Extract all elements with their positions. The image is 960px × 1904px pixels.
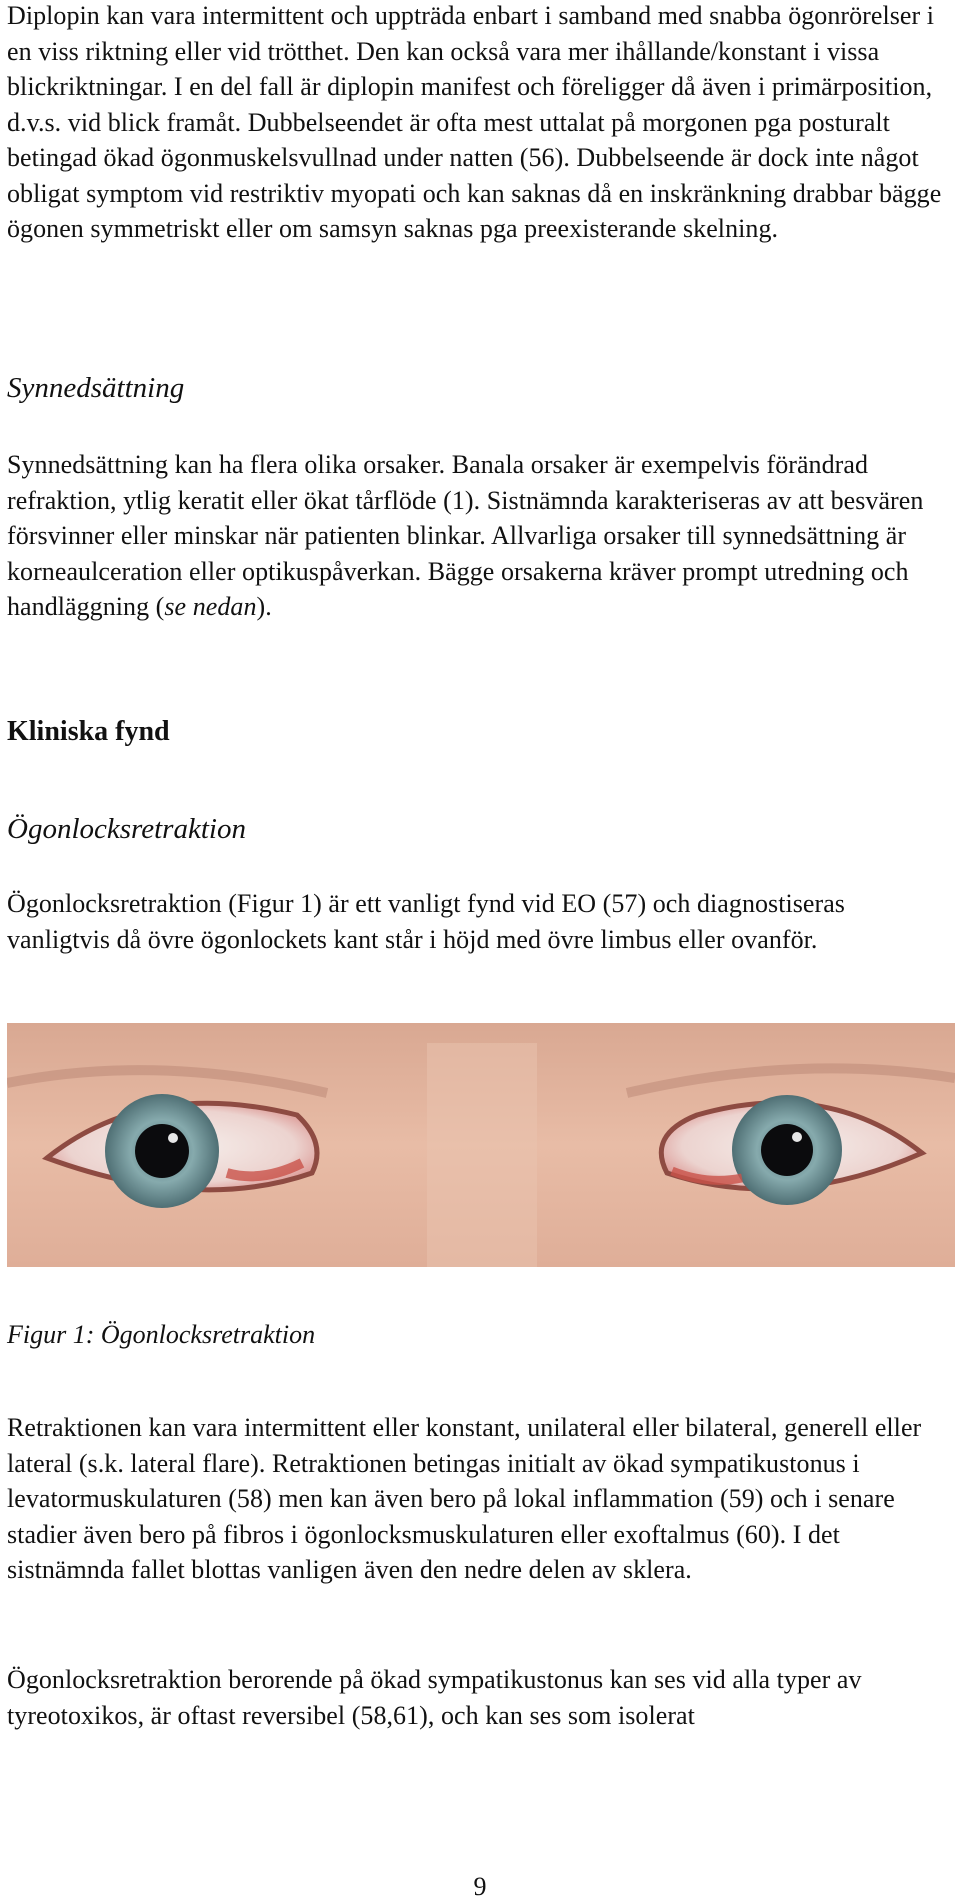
eyes-photo [7, 1023, 955, 1267]
paragraph-synnedsattning-text: Synnedsättning kan ha flera olika orsaker. Banala orsaker är exempelvis förändrad refraktion, ytlig keratit eller ökat tårflöde (1). Sistnämnda karakteriseras av att besvären försvinner eller minskar när patienten blinkar. Allvarliga orsaker till synnedsättning är korneaulceration eller optikuspåverkan. Bägge orsakerna kräver prompt utredning och handläggning ( [7, 450, 924, 621]
figure-caption: Figur 1: Ögonlocksretraktion [7, 1320, 316, 1349]
paragraph-retraktion: Retraktionen kan vara intermittent eller konstant, unilateral eller bilateral, generell eller lateral (s.k. lateral flare). Retraktionen betingas initialt av ökad sympatikustonus i levatormuskulaturen (58) men kan även bero på lokal inflammation (59) och i senare stadier även bero på fibros i ögonlocksmuskulaturen eller exoftalmus (60). I det sistnämnda fallet blottas vanligen även den nedre delen av sklera. [7, 1413, 922, 1584]
paragraph-diplopia: Diplopin kan vara intermittent och uppträda enbart i samband med snabba ögonrörelser i en viss riktning eller vid trötthet. Den kan också vara mer ihållande/konstant i vissa blickriktningar. I en del fall är diplopin manifest och föreligger då även i primärposition, d.v.s. vid blick framåt. Dubbelseendet är ofta mest uttalat på morgonen pga posturalt betingad ökad ögonmuskelsvullnad under natten (56). Dubbelseende är dock inte något obligat symptom vid restriktiv myopati och kan saknas då en inskränkning drabbar bägge ögonen symmetriskt eller om samsyn saknas pga preexisterande skelning. [7, 1, 942, 243]
paragraph-ogonlocksretraktion: Ögonlocksretraktion (Figur 1) är ett vanligt fynd vid EO (57) och diagnostiseras vanligtvis då övre ögonlockets kant står i höjd med övre limbus eller ovanför. [7, 889, 845, 954]
cross-reference: se nedan [164, 592, 257, 621]
heading-kliniska-fynd: Kliniska fynd [7, 716, 170, 747]
paragraph-synnedsattning-end: ). [256, 592, 272, 621]
page-number: 9 [473, 1872, 487, 1901]
heading-ogonlocksretraktion: Ögonlocksretraktion [7, 813, 246, 845]
paragraph-synnedsattning [7, 447, 952, 625]
heading-synnedsattning: Synnedsättning [7, 372, 185, 404]
eyes-photo-image [7, 1023, 955, 1267]
paragraph-sympatikustonus: Ögonlocksretraktion berorende på ökad sympatikustonus kan ses vid alla typer av tyreotoxikos, är oftast reversibel (58,61), och kan ses som isolerat [7, 1665, 862, 1730]
